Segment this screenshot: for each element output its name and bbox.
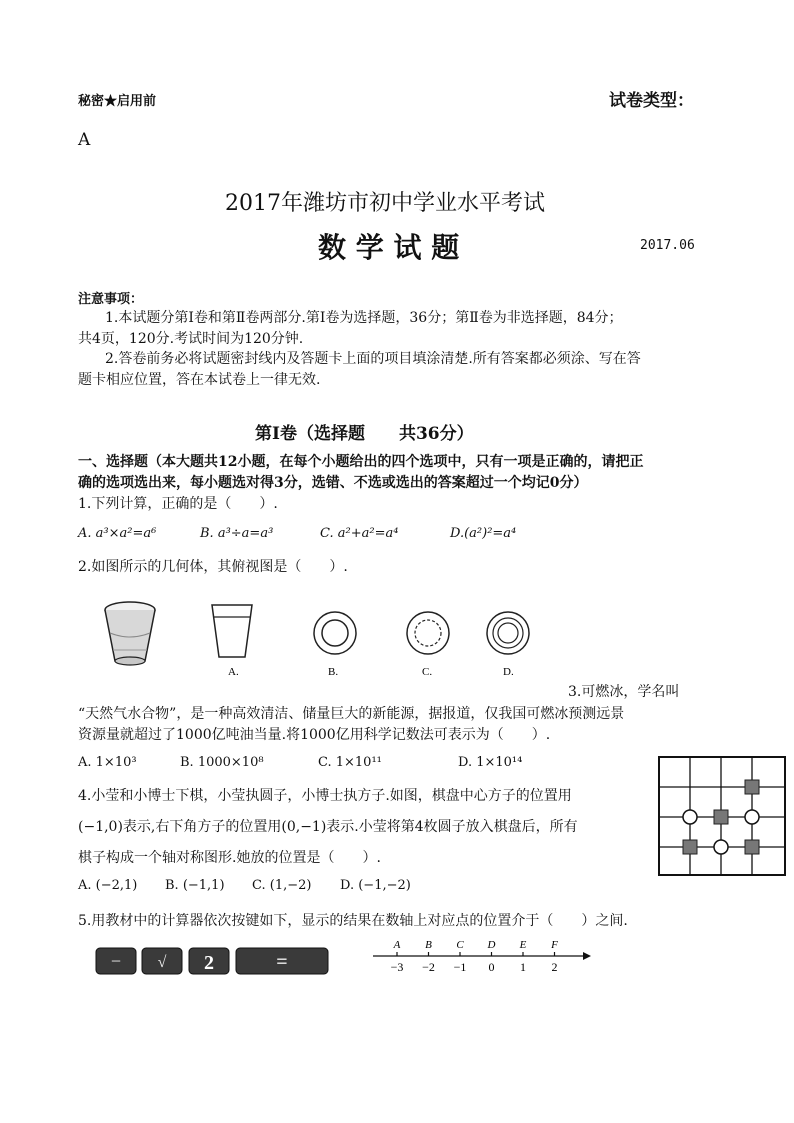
notice-item1-line1: 1.本试题分第Ⅰ卷和第Ⅱ卷两部分.第Ⅰ卷为选择题，36分；第Ⅱ卷为非选择题，84分； — [105, 310, 623, 326]
q3-option-d: D. 1×10¹⁴ — [458, 755, 523, 770]
exam-subtitle: 数 学 试 题 — [318, 231, 460, 264]
number-line-value: −1 — [453, 960, 467, 974]
q4-line1: 4.小莹和小博士下棋，小莹执圆子，小博士执方子.如图，棋盘中心方子的位置用 — [78, 788, 572, 804]
square-piece-icon — [683, 840, 697, 854]
q4-line2: (−1,0)表示,右下角方子的位置用(0,−1)表示.小莹将第4枚圆子放入棋盘后，所有 — [78, 819, 578, 835]
q1-option-a: A. a³×a²=a⁶ — [78, 526, 157, 541]
circle-piece-icon — [714, 840, 728, 854]
q1-option-b: B. a³÷a=a³ — [200, 526, 274, 541]
number-line-letter-e: E — [519, 939, 527, 951]
exam-date: 2017.06 — [640, 238, 695, 253]
view-d-circles-icon — [487, 612, 529, 654]
q2-label-b: B. — [328, 666, 339, 678]
notice-heading: 注意事项： — [78, 292, 144, 307]
q4-option-d: D. (−1,−2) — [340, 878, 411, 893]
calc-key-2: 2 — [204, 952, 214, 974]
notice-item2-line2: 题卡相应位置，答在本试卷上一律无效. — [78, 372, 321, 388]
number-line-value: 0 — [488, 960, 495, 974]
number-line-letter-d: D — [487, 939, 496, 951]
number-line-figure — [365, 935, 595, 981]
q3-option-b: B. 1000×10⁸ — [180, 755, 264, 770]
q5-stem: 5.用教材中的计算器依次按键如下，显示的结果在数轴上对应点的位置介于（ ）之间. — [78, 913, 628, 929]
section-title: 第Ⅰ卷（选择题 共36分） — [255, 424, 474, 444]
q4-option-a: A. (−2,1) — [78, 878, 138, 893]
calc-key-minus: − — [110, 951, 122, 971]
q2-label-d: D. — [503, 666, 514, 678]
circle-piece-icon — [745, 810, 759, 824]
notice-item1-line2: 共4页，120分.考试时间为120分钟. — [78, 331, 304, 347]
secret-label: 秘密★启用前 — [78, 94, 157, 109]
cup-3d-icon — [105, 602, 155, 665]
q3-option-c: C. 1×10¹¹ — [318, 755, 382, 770]
paper-type-value: A — [78, 130, 91, 150]
q4-option-b: B. (−1,1) — [165, 878, 225, 893]
q4-option-c: C. (1,−2) — [252, 878, 312, 893]
q3-option-a: A. 1×10³ — [78, 755, 137, 770]
exam-title: 2017年潍坊市初中学业水平考试 — [225, 191, 545, 216]
view-c-circles-icon — [407, 612, 449, 654]
q4-line3: 棋子构成一个轴对称图形.她放的位置是（ ）. — [78, 850, 381, 866]
q3-line2: “天然气水合物”，是一种高效清洁、储量巨大的新能源，据报道，仅我国可燃冰预测远景 — [78, 706, 625, 722]
q3-line1: 3.可燃冰，学名叫 — [568, 684, 680, 700]
q2-stem: 2.如图所示的几何体，其俯视图是（ ）. — [78, 559, 348, 575]
part1-intro-line2: 确的选项选出来，每小题选对得3分，选错、不选或选出的答案超过一个均记0分） — [78, 475, 588, 491]
circle-piece-icon — [683, 810, 697, 824]
q2-label-a: A. — [228, 666, 239, 678]
number-line-value: −2 — [422, 960, 435, 974]
number-line-letter-f: F — [551, 939, 558, 951]
view-b-circles-icon — [314, 612, 356, 654]
q1-stem: 1.下列计算，正确的是（ ）. — [78, 496, 278, 512]
number-line-letter-c: C — [456, 939, 464, 951]
part1-intro-line1: 一、选择题（本大题共12小题，在每个小题给出的四个选项中，只有一项是正确的，请把正 — [78, 454, 644, 470]
q2-figure — [95, 595, 535, 685]
q1-option-c: C. a²+a²=a⁴ — [320, 526, 399, 541]
square-piece-icon — [745, 840, 759, 854]
square-piece-icon — [714, 810, 728, 824]
q1-option-d: D.(a²)²=a⁴ — [450, 526, 517, 541]
number-line-value: 2 — [551, 960, 558, 974]
q3-line3: 资源量就超过了1000亿吨油当量.将1000亿用科学记数法可表示为（ ）. — [78, 727, 551, 743]
number-line-value: 1 — [520, 960, 526, 974]
square-piece-icon — [745, 780, 759, 794]
paper-type-label: 试卷类型： — [609, 91, 694, 111]
number-line-letter-a: A — [393, 939, 401, 951]
calc-key-sqrt: √ — [157, 954, 167, 971]
calc-key-equals: = — [276, 951, 288, 973]
calculator-keys-figure — [94, 945, 334, 977]
view-a-trapezoid-icon — [212, 605, 252, 657]
notice-item2-line1: 2.答卷前务必将试题密封线内及答题卡上面的项目填涂清楚.所有答案都必须涂、写在答 — [105, 351, 641, 367]
number-line-letter-b: B — [425, 939, 432, 951]
q2-label-c: C. — [422, 666, 433, 678]
go-board-figure — [658, 756, 788, 878]
number-line-value: −3 — [390, 960, 404, 974]
